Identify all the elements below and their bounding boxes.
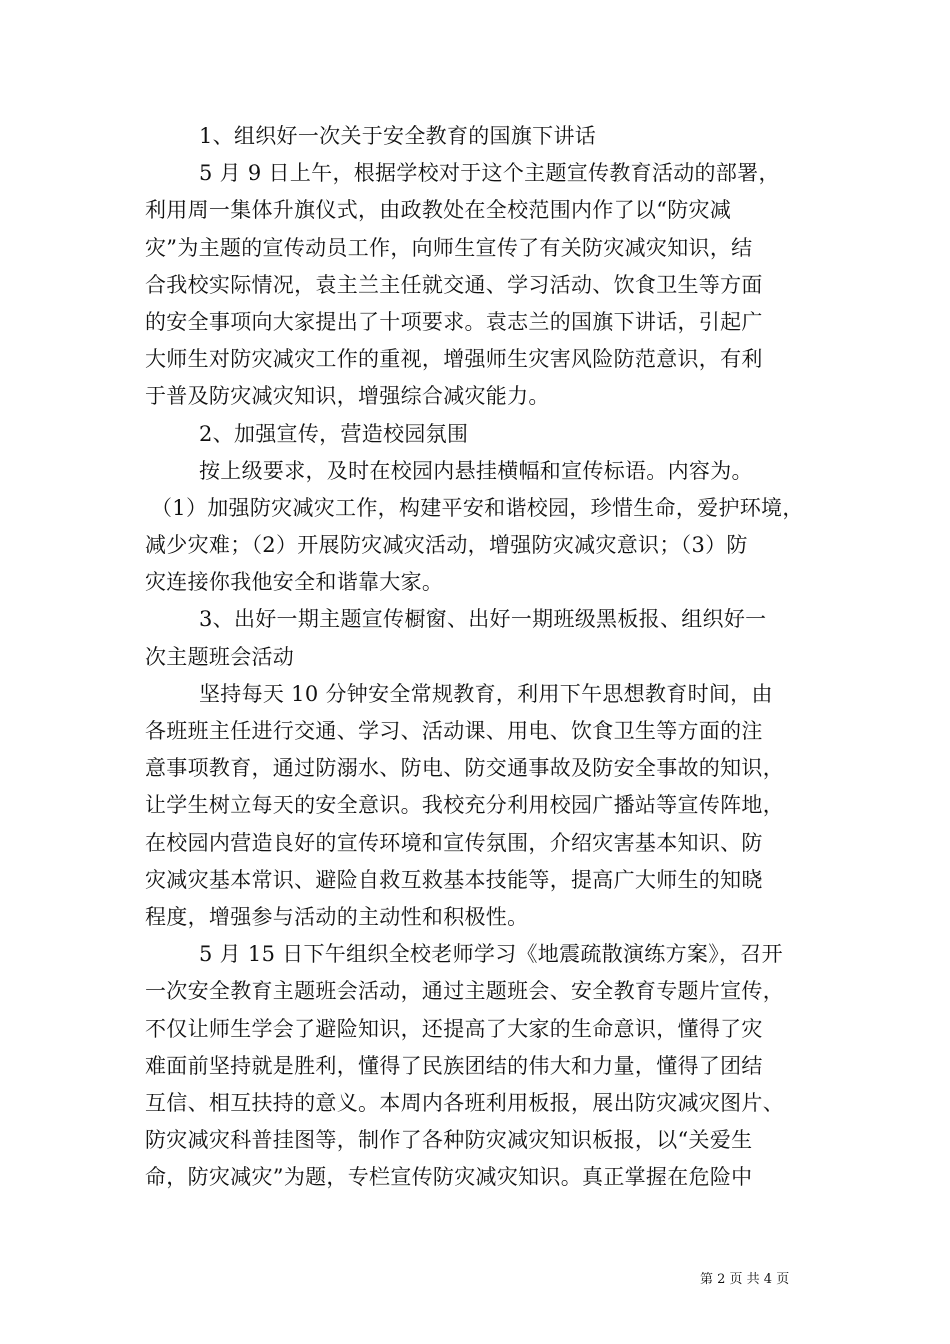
- paragraph-line: （1）加强防灾减灾工作，构建平安和谐校园，珍惜生命，爱护环境，: [151, 495, 804, 520]
- section-heading-3-cont: 次主题班会活动: [145, 644, 295, 669]
- document-body: [145, 118, 805, 1196]
- section-heading-2: 2、加强宣传，营造校园氛围: [199, 421, 469, 446]
- paragraph-line: 难面前坚持就是胜利，懂得了民族团结的伟大和力量，懂得了团结: [145, 1053, 763, 1078]
- paragraph-line: 大师生对防灾减灾工作的重视，增强师生灾害风险防范意识，有利: [145, 347, 763, 372]
- paragraph-line: 合我校实际情况，袁主兰主任就交通、学习活动、饮食卫生等方面: [145, 272, 763, 297]
- paragraph-line: 程度，增强参与活动的主动性和积极性。: [145, 904, 529, 929]
- paragraph-line: 互信、相互扶持的意义。本周内各班利用板报，展出防灾减灾图片、: [145, 1090, 784, 1115]
- paragraph-line: 各班班主任进行交通、学习、活动课、用电、饮食卫生等方面的注: [145, 719, 763, 743]
- paragraph-line: 不仅让师生学会了避险知识，还提高了大家的生命意识，懂得了灾: [145, 1016, 763, 1041]
- paragraph-line: 一次安全教育主题班会活动，通过主题班会、安全教育专题片宣传，: [145, 979, 784, 1004]
- paragraph-line: 在校园内营造良好的宣传环境和宣传氛围，介绍灾害基本知识、防: [145, 830, 763, 855]
- paragraph-line: 的安全事项向大家提出了十项要求。袁志兰的国旗下讲话，引起广: [145, 309, 763, 334]
- paragraph-line: 灾减灾基本常识、避险自救互救基本技能等，提高广大师生的知晓: [145, 867, 763, 892]
- paragraph-line: 减少灾难；（2）开展防灾减灾活动，增强防灾减灾意识；（3）防: [145, 533, 748, 558]
- paragraph-line: 按上级要求，及时在校园内悬挂横幅和宣传标语。内容为。: [199, 458, 753, 483]
- paragraph-line: 5 月 9 日上午，根据学校对于这个主题宣传教育活动的部署，: [199, 161, 780, 186]
- paragraph-line: 坚持每天 10 分钟安全常规教育，利用下午思想教育时间，由: [199, 681, 773, 706]
- paragraph-line: 灾连接你我他安全和谐靠大家。: [145, 570, 444, 595]
- paragraph-line: 利用周一集体升旗仪式，由政教处在全校范围内作了以“防灾减: [145, 198, 732, 223]
- paragraph-line: 5 月 15 日下午组织全校老师学习《地震疏散演练方案》，召开: [199, 942, 783, 967]
- page-number: 第 2 页 共 4 页: [700, 1272, 790, 1287]
- section-heading-3: 3、出好一期主题宣传橱窗、出好一期班级黑板报、组织好一: [199, 607, 767, 632]
- section-heading-1: 1、组织好一次关于安全教育的国旗下讲话: [199, 124, 597, 148]
- paragraph-line: 让学生树立每天的安全意识。我校充分利用校园广播站等宣传阵地，: [145, 793, 784, 818]
- paragraph-line: 命，防灾减灾”为题，专栏宣传防灾减灾知识。真正掌握在危险中: [145, 1165, 753, 1190]
- paragraph-line: 防灾减灾科普挂图等，制作了各种防灾减灾知识板报，以“关爱生: [145, 1128, 753, 1153]
- paragraph-line: 于普及防灾减灾知识，增强综合减灾能力。: [145, 384, 550, 409]
- paragraph-line: 意事项教育，通过防溺水、防电、防交通事故及防安全事故的知识，: [145, 756, 784, 781]
- paragraph-line: 灾”为主题的宣传动员工作，向师生宣传了有关防灾减灾知识，结: [145, 235, 753, 260]
